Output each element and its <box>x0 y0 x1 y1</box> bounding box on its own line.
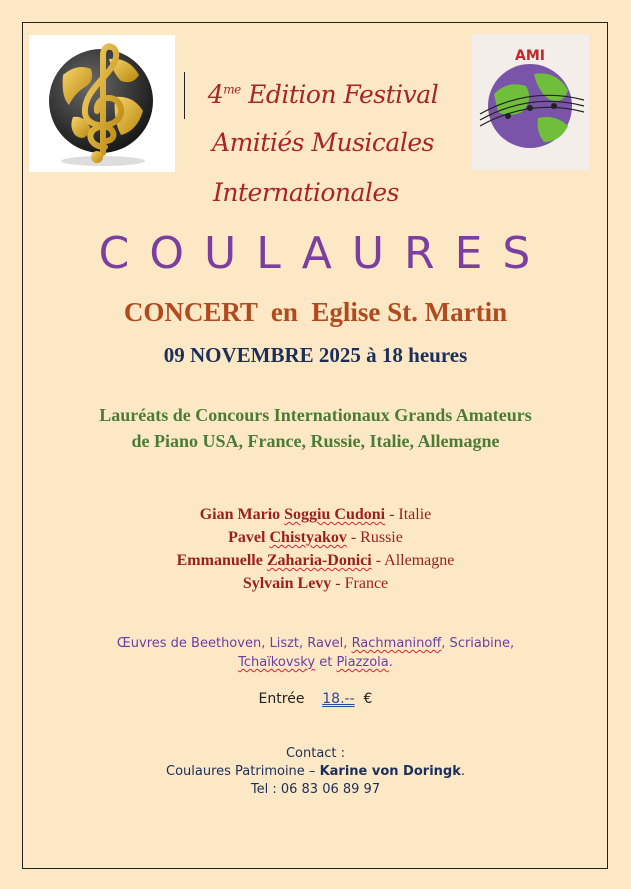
vertical-separator <box>184 72 185 119</box>
contact-organisation: Coulaures Patrimoine – Karine von Doringk. <box>166 764 465 779</box>
artist-last-name: Chistyakov <box>269 529 347 546</box>
contact-telephone: Tel : 06 83 06 89 97 <box>250 782 381 797</box>
town-name: COULAURES <box>98 228 551 279</box>
laureats-line-2: de Piano USA, France, Russie, Italie, Allemagne <box>131 431 500 451</box>
laureats-line-1: Lauréats de Concours Internationaux Grands Amateurs <box>99 405 532 425</box>
contact-block <box>0 745 631 799</box>
festival-title-line1: $4^{me}$ Edition Festival <box>207 80 439 109</box>
artist-row: Pavel Chistyakov - Russie <box>228 529 403 546</box>
globe-treble-clef-logo <box>29 35 175 172</box>
composer-rachmaninoff: Rachmaninoff <box>351 636 442 651</box>
artist-country: Italie <box>398 506 432 523</box>
entry-price <box>0 691 631 707</box>
artist-first-name: Emmanuelle <box>176 552 263 569</box>
ami-logo-text: AMI <box>515 48 545 64</box>
artist-last-name: Zaharia-Donici <box>266 552 372 569</box>
festival-title-line2: Amitiés Musicales <box>212 128 434 157</box>
contact-heading: Contact : <box>285 746 346 761</box>
concert-venue: CONCERT en Eglise St. Martin <box>123 297 508 327</box>
composer-tchaikovsky: Tchaïkovsky <box>238 655 316 670</box>
works-line-1: Œuvres de Beethoven, Liszt, Ravel, Rachmaninoff, Scriabine, <box>116 636 515 651</box>
contact-person: Karine von Doringk <box>319 764 461 779</box>
artist-last-name: Levy <box>297 575 332 592</box>
works-list <box>0 634 631 672</box>
festival-title-line3: Internationales <box>213 178 399 207</box>
composer-piazzola: Piazzola <box>336 655 389 670</box>
works-line-2: Tchaïkovsky et Piazzola. <box>238 655 393 670</box>
concert-date: 09 NOVEMBRE 2025 à 18 heures <box>163 343 468 367</box>
artist-row: Gian Mario Soggiu Cudoni - Italie <box>199 506 432 523</box>
artist-first-name: Gian Mario <box>199 506 281 523</box>
ami-globe-logo <box>472 34 589 170</box>
artist-list <box>0 503 631 595</box>
artist-country: Russie <box>360 529 403 546</box>
artist-first-name: Sylvain <box>242 575 294 592</box>
currency-symbol: € <box>363 691 373 707</box>
artist-last-name: Soggiu Cudoni <box>284 506 386 523</box>
artist-country: Allemagne <box>384 552 455 569</box>
artist-row: Emmanuelle Zaharia-Donici - Allemagne <box>176 552 455 569</box>
entry-label: Entrée <box>258 691 305 707</box>
artist-first-name: Pavel <box>228 529 266 546</box>
laureats-description <box>0 402 631 454</box>
artist-country: France <box>344 575 389 592</box>
artist-row: Sylvain Levy - France <box>242 575 389 592</box>
entry-price-value: 18.-- <box>322 691 355 707</box>
